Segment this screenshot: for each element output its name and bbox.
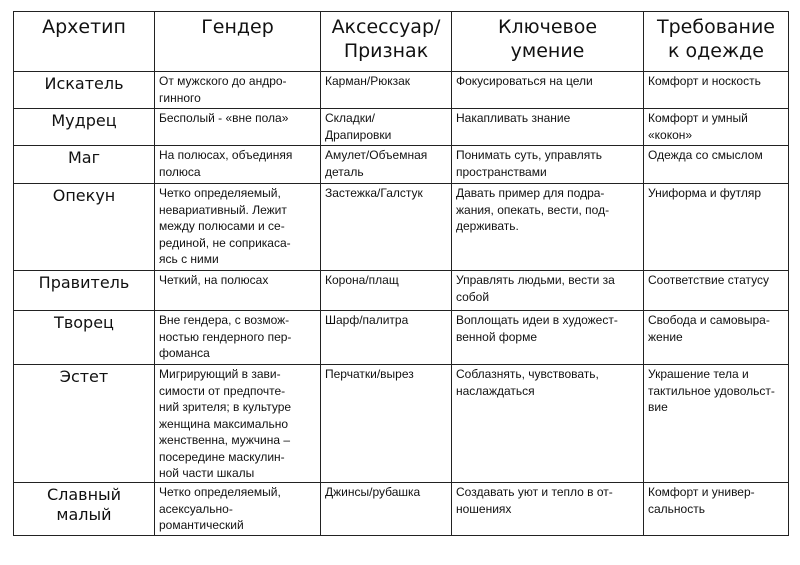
accessory-cell: Шарф/палитра xyxy=(321,311,452,365)
archetype-name: Искатель xyxy=(14,72,155,109)
clothing-cell: Одежда со смыслом xyxy=(644,146,789,184)
clothing-cell: Свобода и самовыра- жение xyxy=(644,311,789,365)
header-row xyxy=(14,12,789,72)
archetype-table xyxy=(13,11,789,536)
gender-cell: Четкий, на полюсах xyxy=(155,271,321,311)
clothing-cell: Комфорт и носкость xyxy=(644,72,789,109)
header-accessory: Аксессуар/ Признак xyxy=(321,12,452,72)
table-row xyxy=(14,146,789,184)
accessory-cell: Карман/Рюкзак xyxy=(321,72,452,109)
table-row xyxy=(14,184,789,271)
skill-cell: Фокусироваться на цели xyxy=(452,72,644,109)
accessory-cell: Застежка/Галстук xyxy=(321,184,452,271)
accessory-cell: Джинсы/рубашка xyxy=(321,483,452,536)
header-clothing: Требование к одежде xyxy=(644,12,789,72)
archetype-name: Опекун xyxy=(14,184,155,271)
archetype-name: Славный малый xyxy=(14,483,155,536)
accessory-cell: Перчатки/вырез xyxy=(321,365,452,483)
header-archetype: Архетип xyxy=(14,12,155,72)
table-row xyxy=(14,271,789,311)
clothing-cell: Комфорт и универ- сальность xyxy=(644,483,789,536)
gender-cell: На полюсах, объединяя полюса xyxy=(155,146,321,184)
header-skill: Ключевое умение xyxy=(452,12,644,72)
gender-cell: От мужского до андро- гинного xyxy=(155,72,321,109)
table-row xyxy=(14,365,789,483)
skill-cell: Соблазнять, чувствовать, наслаждаться xyxy=(452,365,644,483)
archetype-name: Маг xyxy=(14,146,155,184)
skill-cell: Давать пример для подра- жания, опекать, вести, под- держивать. xyxy=(452,184,644,271)
skill-cell: Управлять людьми, вести за собой xyxy=(452,271,644,311)
accessory-cell: Амулет/Объемная деталь xyxy=(321,146,452,184)
archetype-table-sheet xyxy=(13,11,788,536)
header-gender: Гендер xyxy=(155,12,321,72)
gender-cell: Мигрирующий в зави- симости от предпочте- ний зрителя; в культуре женщина максимально женственна, мужчина – посередине маскулин- ной части шкалы xyxy=(155,365,321,483)
gender-cell: Вне гендера, с возмож- ностью гендерного пер- фоманса xyxy=(155,311,321,365)
skill-cell: Понимать суть, управлять пространствами xyxy=(452,146,644,184)
table-row xyxy=(14,72,789,109)
skill-cell: Воплощать идеи в художест- венной форме xyxy=(452,311,644,365)
gender-cell: Четко определяемый, асексуально- романтический xyxy=(155,483,321,536)
archetype-name: Мудрец xyxy=(14,109,155,146)
skill-cell: Создавать уют и тепло в от- ношениях xyxy=(452,483,644,536)
table-row xyxy=(14,483,789,536)
gender-cell: Бесполый - «вне пола» xyxy=(155,109,321,146)
skill-cell: Накапливать знание xyxy=(452,109,644,146)
gender-cell: Четко определяемый, невариативный. Лежит между полюсами и се- рединой, не соприкаса- ясь с ними xyxy=(155,184,321,271)
clothing-cell: Соответствие статусу xyxy=(644,271,789,311)
archetype-name: Творец xyxy=(14,311,155,365)
table-row xyxy=(14,109,789,146)
archetype-name: Правитель xyxy=(14,271,155,311)
clothing-cell: Комфорт и умный «кокон» xyxy=(644,109,789,146)
clothing-cell: Униформа и футляр xyxy=(644,184,789,271)
clothing-cell: Украшение тела и тактильное удовольст- вие xyxy=(644,365,789,483)
accessory-cell: Складки/ Драпировки xyxy=(321,109,452,146)
accessory-cell: Корона/плащ xyxy=(321,271,452,311)
archetype-name: Эстет xyxy=(14,365,155,483)
table-row xyxy=(14,311,789,365)
